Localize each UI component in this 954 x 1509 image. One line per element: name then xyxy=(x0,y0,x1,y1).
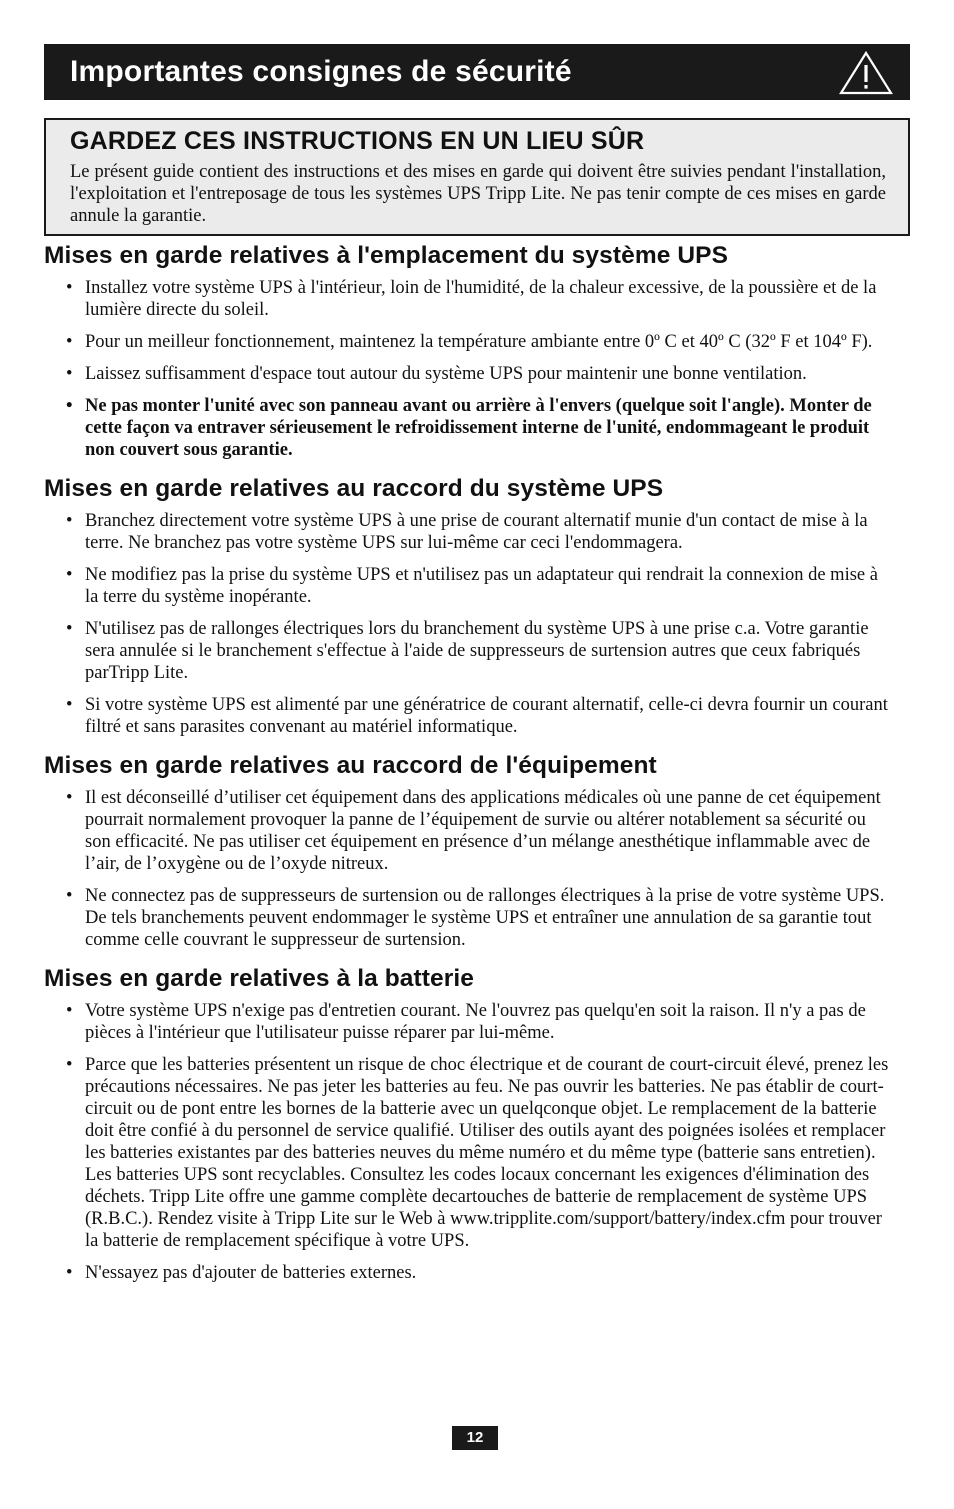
bullet-mark: • xyxy=(66,695,73,715)
list-item xyxy=(44,1262,890,1284)
list-item-text: Votre système UPS n'exige pas d'entretien courant. Ne l'ouvrez pas quelqu'en soit la raison. Il n'y a pas de pièces à l'intérieur que l'utilisateur puisse réparer par lui-même. xyxy=(85,1001,866,1043)
list-item-text: Parce que les batteries présentent un risque de choc électrique et de courant de court-circuit élevé, prenez les précautions nécessaires. Ne pas jeter les batteries au feu. Ne pas ouvrir les batteries. Ne pas établir de court-circuit ou de pont entre les bornes de la batterie avec un quelqconque objet. Le remplacement de la batterie doit être confié à du personnel de service qualifié. Utiliser des outils ayant des poignées isolées et remplacer les batteries existantes par des batteries neuves du même numéro et du même type (batterie sans entretien). Les batteries UPS sont recyclables. Consultez les codes locaux concernant les exigences d'élimination des déchets. Tripp Lite offre une gamme complète decartouches de batterie de remplacement de système UPS (R.B.C.). Rendez visite à Tripp Lite sur le Web à www.tripplite.com/support/battery/index.cfm pour trouver la batterie de remplacement spécifique à votre UPS. xyxy=(85,1055,889,1251)
bullet-mark: • xyxy=(66,364,73,384)
list-item xyxy=(44,277,890,321)
list-item-text: N'essayez pas d'ajouter de batteries externes. xyxy=(85,1263,417,1283)
bullet-mark: • xyxy=(66,396,73,416)
bullet-list xyxy=(44,277,890,461)
sections-container xyxy=(44,238,890,1294)
keep-instructions-box xyxy=(44,118,910,236)
section-equipment-connection xyxy=(44,748,890,951)
list-item-text: Ne modifiez pas la prise du système UPS et n'utilisez pas un adaptateur qui rendrait la connexion de mise à la terre du système inopérante. xyxy=(85,565,878,607)
list-item xyxy=(44,694,890,738)
section-heading: Mises en garde relatives à l'emplacement du système UPS xyxy=(44,242,729,269)
section-heading: Mises en garde relatives au raccord du système UPS xyxy=(44,475,664,502)
bullet-mark: • xyxy=(66,511,73,531)
bullet-list xyxy=(44,1000,890,1284)
list-item xyxy=(44,564,890,608)
bullet-mark: • xyxy=(66,1055,73,1075)
bullet-mark: • xyxy=(66,1001,73,1021)
list-item-bold xyxy=(44,395,890,461)
warning-triangle-icon xyxy=(838,50,894,96)
list-item-text: N'utilisez pas de rallonges électriques lors du branchement du système UPS à une prise c.a. Votre garantie sera annulée si le branchement s'effectue à l'aide de suppresseurs de surtension autres que ceux fabriqués parTripp Lite. xyxy=(85,619,869,683)
bullet-list xyxy=(44,510,890,738)
bullet-list xyxy=(44,787,890,951)
list-item xyxy=(44,363,890,385)
section-battery xyxy=(44,961,890,1284)
list-item xyxy=(44,787,890,875)
list-item xyxy=(44,510,890,554)
section-heading: Mises en garde relatives à la batterie xyxy=(44,965,475,992)
list-item-text: Laissez suffisamment d'espace tout autour du système UPS pour maintenir une bonne ventilation. xyxy=(85,364,807,384)
section-location xyxy=(44,238,890,461)
list-item-text: Si votre système UPS est alimenté par une génératrice de courant alternatif, celle-ci devra fournir un courant filtré et sans parasites convenant au matériel informatique. xyxy=(85,695,888,737)
list-item-text: Installez votre système UPS à l'intérieur, loin de l'humidité, de la chaleur excessive, de la poussière et de la lumière directe du soleil. xyxy=(85,278,877,320)
list-item-text: Ne connectez pas de suppresseurs de surtension ou de rallonges électriques à la prise de votre système UPS. De tels branchements peuvent endommager le système UPS et entraîner une annulation de sa garantie tout comme celle couvrant le suppresseur de surtension. xyxy=(85,886,885,950)
list-item xyxy=(44,1000,890,1044)
page-title: Importantes consignes de sécurité xyxy=(70,55,572,88)
bullet-mark: • xyxy=(66,619,73,639)
list-item xyxy=(44,331,890,353)
bullet-mark: • xyxy=(66,1263,73,1283)
bullet-mark: • xyxy=(66,565,73,585)
title-bar xyxy=(44,44,910,100)
bullet-mark: • xyxy=(66,886,73,906)
keep-instructions-text: Le présent guide contient des instructions et des mises en garde qui doivent être suivies pendant l'installation, l'exploitation et l'entreposage de tous les systèmes UPS Tripp Lite. Ne pas tenir compte de ces mises en garde annule la garantie. xyxy=(70,162,886,226)
bullet-mark: • xyxy=(66,278,73,298)
list-item-text: Pour un meilleur fonctionnement, maintenez la température ambiante entre 0º C et 40º C (32º F et 104º F). xyxy=(85,332,873,352)
page-number-badge: 12 xyxy=(452,1426,498,1450)
list-item xyxy=(44,1054,890,1252)
section-ups-connection xyxy=(44,471,890,738)
keep-instructions-heading: GARDEZ CES INSTRUCTIONS EN UN LIEU SÛR xyxy=(70,127,645,155)
list-item-text: Ne pas monter l'unité avec son panneau avant ou arrière à l'envers (quelque soit l'angle). Monter de cette façon va entraver sérieusement le refroidissement interne de l'unité, endommageant le produit non couvert sous garantie. xyxy=(85,396,872,460)
bullet-mark: • xyxy=(66,788,73,808)
section-heading: Mises en garde relatives au raccord de l'équipement xyxy=(44,752,657,779)
list-item xyxy=(44,618,890,684)
list-item-text: Il est déconseillé d’utiliser cet équipement dans des applications médicales où une panne de cet équipement pourrait normalement provoquer la panne de l’équipement de survie ou altérer notablement sa sécurité ou son efficacité. Ne pas utiliser cet équipement en présence d’un mélange anesthétique inflammable avec de l’air, de l’oxygène ou de l’oxyde nitreux. xyxy=(85,788,881,874)
list-item xyxy=(44,885,890,951)
bullet-mark: • xyxy=(66,332,73,352)
list-item-text: Branchez directement votre système UPS à une prise de courant alternatif munie d'un contact de mise à la terre. Ne branchez pas votre système UPS sur lui-même car ceci l'endommagera. xyxy=(85,511,868,553)
